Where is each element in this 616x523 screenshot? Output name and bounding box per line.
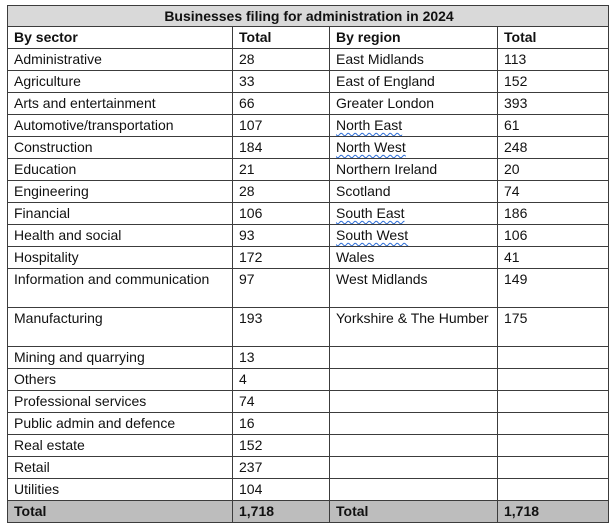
region-name	[330, 137, 498, 159]
sector-name: Professional services	[8, 391, 233, 413]
sector-total: 13	[233, 347, 330, 369]
sector-total: 193	[233, 308, 330, 347]
sector-total: 28	[233, 181, 330, 203]
sector-total: 16	[233, 413, 330, 435]
table-row	[8, 308, 609, 347]
sector-grand-total: 1,718	[233, 501, 330, 523]
table-row	[8, 71, 609, 93]
region-total: 20	[498, 159, 609, 181]
sector-total: 33	[233, 71, 330, 93]
sector-total: 28	[233, 49, 330, 71]
sector-name: Financial	[8, 203, 233, 225]
table-row	[8, 181, 609, 203]
sector-name: Real estate	[8, 435, 233, 457]
header-region-total: Total	[498, 27, 609, 49]
table-row	[8, 369, 609, 391]
region-name: West Midlands	[330, 269, 498, 308]
region-total	[498, 413, 609, 435]
region-total: 175	[498, 308, 609, 347]
sector-name: Arts and entertainment	[8, 93, 233, 115]
spellcheck-flagged-text[interactable]: North East	[336, 117, 403, 133]
region-name: Yorkshire & The Humber	[330, 308, 498, 347]
header-sector-total: Total	[233, 27, 330, 49]
region-name	[330, 479, 498, 501]
sector-name: Retail	[8, 457, 233, 479]
region-name	[330, 203, 498, 225]
administration-table	[7, 5, 609, 523]
region-total: 149	[498, 269, 609, 308]
sector-name: Information and communication	[8, 269, 233, 308]
sector-name: Agriculture	[8, 71, 233, 93]
region-total: 113	[498, 49, 609, 71]
region-name: Scotland	[330, 181, 498, 203]
region-total	[498, 347, 609, 369]
sector-total: 152	[233, 435, 330, 457]
region-total: 74	[498, 181, 609, 203]
region-total: 248	[498, 137, 609, 159]
region-name	[330, 457, 498, 479]
sector-total: 74	[233, 391, 330, 413]
region-name: Greater London	[330, 93, 498, 115]
header-by-sector: By sector	[8, 27, 233, 49]
region-name	[330, 413, 498, 435]
sector-name: Health and social	[8, 225, 233, 247]
sector-total: 184	[233, 137, 330, 159]
region-total	[498, 457, 609, 479]
table-row	[8, 247, 609, 269]
table-row	[8, 159, 609, 181]
totals-row	[8, 501, 609, 523]
table-row	[8, 435, 609, 457]
region-total: 41	[498, 247, 609, 269]
region-name: Wales	[330, 247, 498, 269]
spellcheck-flagged-text[interactable]: South East	[336, 205, 405, 221]
region-name	[330, 369, 498, 391]
region-total-label: Total	[330, 501, 498, 523]
sector-total: 21	[233, 159, 330, 181]
region-name: East Midlands	[330, 49, 498, 71]
region-name	[330, 435, 498, 457]
table-row	[8, 225, 609, 247]
region-total	[498, 391, 609, 413]
sector-total: 107	[233, 115, 330, 137]
sector-total: 104	[233, 479, 330, 501]
table-row	[8, 413, 609, 435]
sector-total: 66	[233, 93, 330, 115]
sector-name: Education	[8, 159, 233, 181]
region-name	[330, 391, 498, 413]
region-grand-total: 1,718	[498, 501, 609, 523]
region-name	[330, 115, 498, 137]
table-title: Businesses filing for administration in 2024	[8, 6, 609, 27]
sector-total: 172	[233, 247, 330, 269]
table-row	[8, 457, 609, 479]
region-name	[330, 225, 498, 247]
sector-total: 106	[233, 203, 330, 225]
sector-name: Engineering	[8, 181, 233, 203]
sector-total: 93	[233, 225, 330, 247]
title-row	[8, 6, 609, 27]
sector-name: Hospitality	[8, 247, 233, 269]
table-row	[8, 479, 609, 501]
sector-name: Others	[8, 369, 233, 391]
sector-total: 4	[233, 369, 330, 391]
region-name: East of England	[330, 71, 498, 93]
sector-total: 237	[233, 457, 330, 479]
table-row	[8, 347, 609, 369]
region-total: 61	[498, 115, 609, 137]
table-row	[8, 115, 609, 137]
header-by-region: By region	[330, 27, 498, 49]
region-total: 106	[498, 225, 609, 247]
region-name: Northern Ireland	[330, 159, 498, 181]
region-total: 152	[498, 71, 609, 93]
table-row	[8, 93, 609, 115]
region-total	[498, 479, 609, 501]
region-total	[498, 435, 609, 457]
spellcheck-flagged-text[interactable]: South West	[336, 227, 409, 243]
header-row	[8, 27, 609, 49]
spellcheck-flagged-text[interactable]: North West	[336, 139, 406, 155]
table-row	[8, 203, 609, 225]
sector-name: Administrative	[8, 49, 233, 71]
sector-name: Utilities	[8, 479, 233, 501]
sector-name: Construction	[8, 137, 233, 159]
region-total	[498, 369, 609, 391]
sector-total-label: Total	[8, 501, 233, 523]
table-row	[8, 137, 609, 159]
region-total: 186	[498, 203, 609, 225]
sector-name: Automotive/transportation	[8, 115, 233, 137]
region-name	[330, 347, 498, 369]
region-total: 393	[498, 93, 609, 115]
sector-name: Public admin and defence	[8, 413, 233, 435]
sector-name: Mining and quarrying	[8, 347, 233, 369]
sector-name: Manufacturing	[8, 308, 233, 347]
table-row	[8, 49, 609, 71]
table-row	[8, 391, 609, 413]
sector-total: 97	[233, 269, 330, 308]
table-row	[8, 269, 609, 308]
